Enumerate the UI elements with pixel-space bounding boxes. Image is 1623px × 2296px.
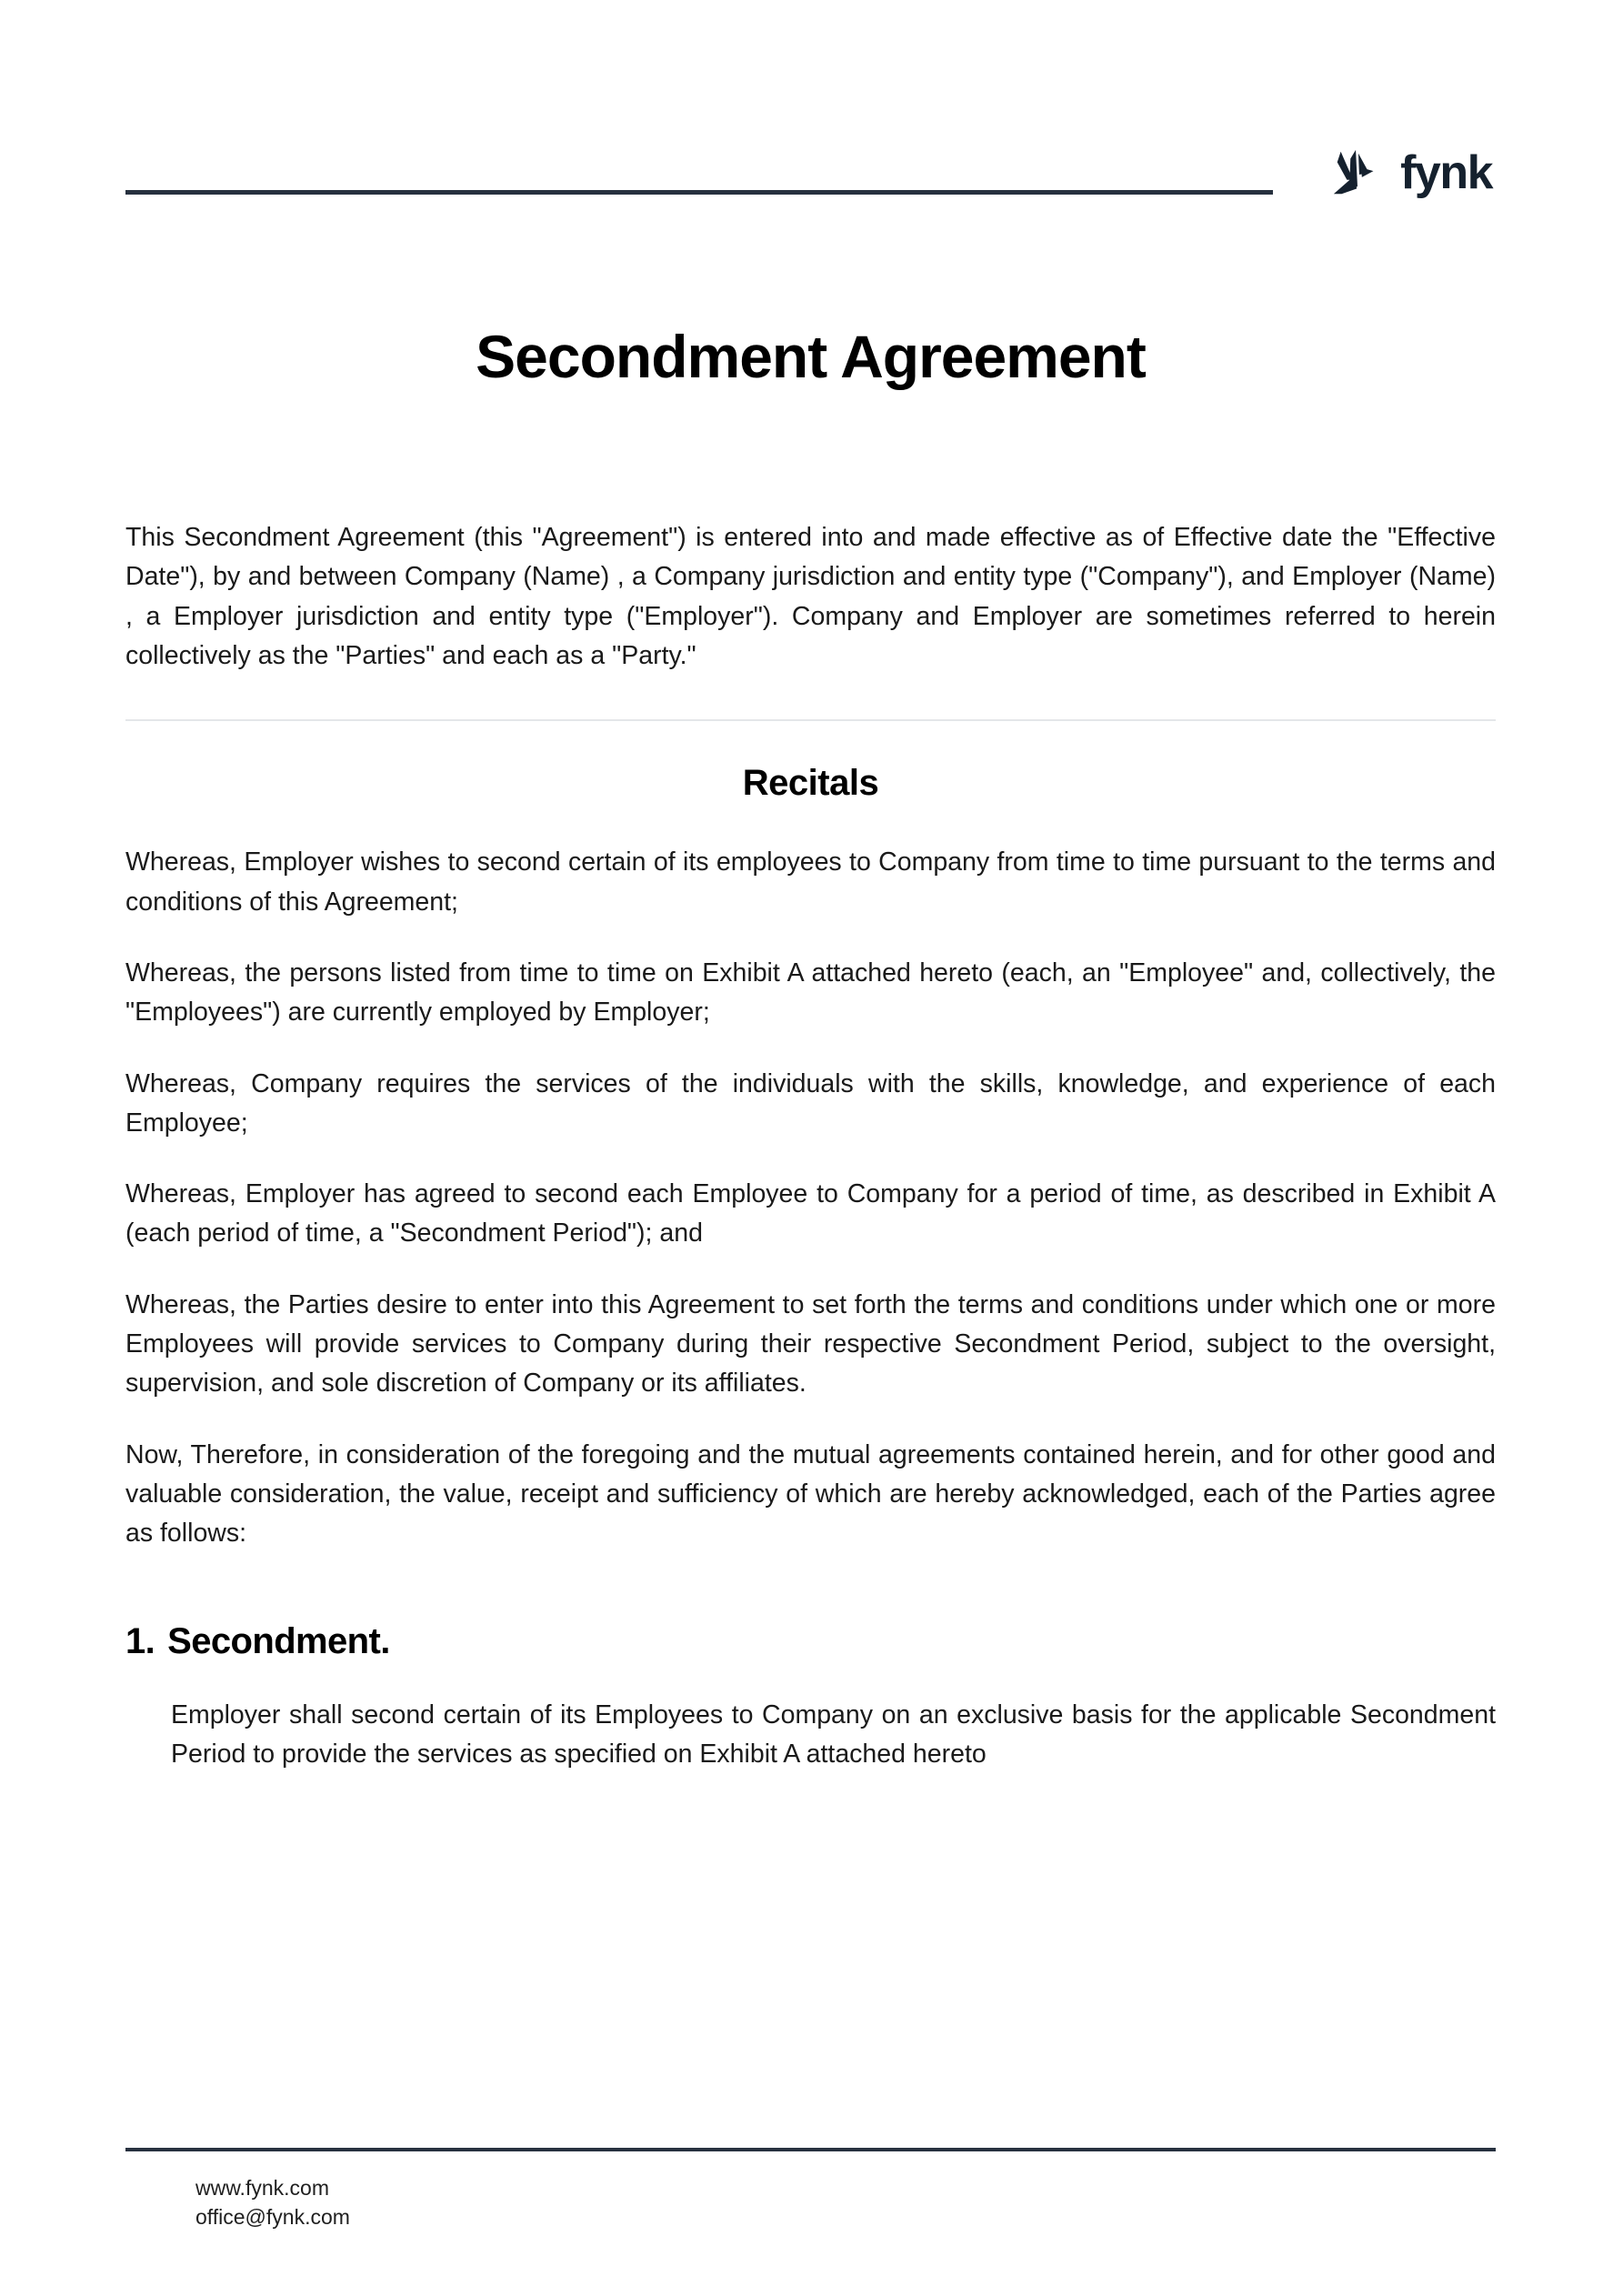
recitals-heading: Recitals bbox=[742, 763, 879, 804]
clause-paragraph: Employer shall second certain of its Employees to Company on an exclusive basis for the applicable Secondment Period to provide the services as specified on Exhibit A attached hereto bbox=[171, 1699, 1496, 1769]
footer-divider-rule bbox=[125, 2148, 1496, 2151]
document-body bbox=[125, 518, 1496, 1774]
brand-wordmark: fynk bbox=[1400, 146, 1492, 199]
page-title: Secondment Agreement bbox=[476, 323, 1146, 390]
recital-paragraph: Whereas, Employer wishes to second certain of its employees to Company from time to time pursuant to the terms and conditions of this Agreement; bbox=[125, 847, 1496, 917]
footer-website[interactable]: www.fynk.com bbox=[195, 2175, 329, 2200]
recital-paragraph: Whereas, Company requires the services of the individuals with the skills, knowledge, and experience of each Employee; bbox=[125, 1068, 1496, 1138]
recital-paragraph: Whereas, Employer has agreed to second each Employee to Company for a period of time, as described in Exhibit A (each period of time, a "Secondment Period"); and bbox=[125, 1179, 1496, 1248]
intro-block bbox=[125, 518, 1496, 676]
footer-email[interactable]: office@fynk.com bbox=[195, 2205, 350, 2230]
clause-number: 1. bbox=[125, 1620, 155, 1661]
page-header bbox=[125, 136, 1496, 209]
recitals-list bbox=[125, 843, 1496, 1553]
intro-paragraph: This Secondment Agreement (this "Agreement") is entered into and made effective as of Effective date the "Effective Date"), by and between Company (Name) , a Company jurisdiction and entity type ("Company"), and Employer (Name) , a Employer jurisdiction and entity type ("Employer"). Company and Employer are sometimes referred to herein collectively as the "Parties" and each as a "Party." bbox=[125, 523, 1496, 670]
recital-paragraph: Whereas, the persons listed from time to time on Exhibit A attached hereto (each, an "Employee" and, collectively, the "Employees") are currently employed by Employer; bbox=[125, 958, 1496, 1028]
section-divider bbox=[125, 719, 1496, 721]
footer-contact bbox=[195, 2173, 1496, 2232]
clause-body bbox=[171, 1696, 1496, 1775]
header-divider-rule bbox=[125, 190, 1273, 195]
recital-paragraph: Now, Therefore, in consideration of the foregoing and the mutual agreements contained herein, and for other good and valuable consideration, the value, receipt and sufficiency of which are hereby acknowledged, each of the Parties agree as follows: bbox=[125, 1439, 1496, 1549]
fynk-origami-bird-logo-icon bbox=[1329, 145, 1386, 201]
recital-paragraph: Whereas, the Parties desire to enter into this Agreement to set forth the terms and conditions under which one or more Employees will provide services to Company during their respective Secondment Period, subject to the oversight, supervision, and sole discretion of Company or its affiliates. bbox=[125, 1289, 1496, 1399]
clause-heading bbox=[125, 1619, 1496, 1663]
clause-title: Secondment. bbox=[167, 1620, 390, 1661]
clause-secondment bbox=[125, 1619, 1496, 1775]
brand-logo bbox=[1329, 145, 1496, 201]
page-footer bbox=[125, 2148, 1496, 2232]
